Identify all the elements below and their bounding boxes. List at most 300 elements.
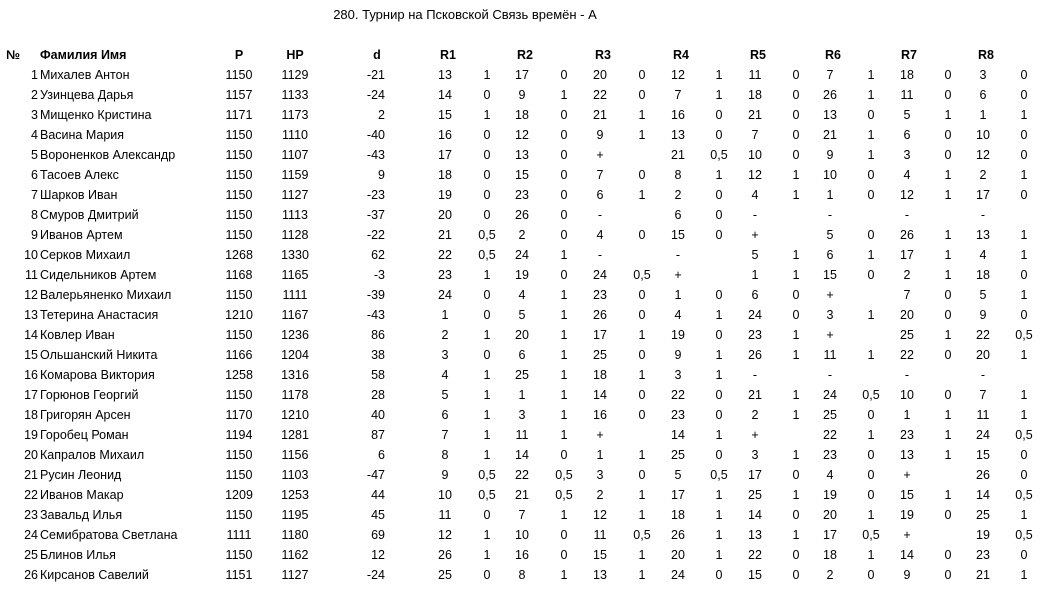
round-1-opponent: 10 xyxy=(438,488,452,502)
round-7-score xyxy=(934,205,962,225)
round-5-opponent: 25 xyxy=(748,488,762,502)
table-row xyxy=(0,525,1060,545)
round-1-opponent: 8 xyxy=(441,448,449,462)
round-5-opponent: 12 xyxy=(748,168,762,182)
round-4-score: 1 xyxy=(715,508,723,522)
round-4-opponent: 4 xyxy=(674,308,682,322)
rating-delta: 45 xyxy=(371,508,385,522)
round-3-score: 0 xyxy=(638,168,646,182)
player-name: Григорян Арсен xyxy=(40,408,131,422)
rating-delta: -47 xyxy=(366,468,385,482)
rating-p: 1150 xyxy=(225,508,253,522)
round-7-opponent: 25 xyxy=(900,328,914,342)
round-6-opponent: 4 xyxy=(826,468,834,482)
round-4-score: 1 xyxy=(715,68,723,82)
header-p: P xyxy=(234,48,244,62)
round-7-score: 1 xyxy=(944,188,952,202)
round-6-score: 0,5 xyxy=(862,528,880,542)
round-5-score: 0 xyxy=(792,88,800,102)
round-1-opponent: 17 xyxy=(438,148,452,162)
round-6-opponent: 6 xyxy=(826,248,834,262)
player-number: 11 xyxy=(25,268,38,282)
round-5-opponent: - xyxy=(752,368,758,382)
round-4-score xyxy=(705,265,733,285)
round-3-score: 1 xyxy=(638,448,646,462)
table-row xyxy=(0,65,1060,85)
player-number: 22 xyxy=(24,488,38,502)
rating-p: 1150 xyxy=(225,168,253,182)
round-4-score: 1 xyxy=(715,168,723,182)
round-2-score: 0 xyxy=(560,128,568,142)
round-2-score: 1 xyxy=(560,328,568,342)
round-8-score: 1 xyxy=(1020,568,1028,582)
round-5-score: 1 xyxy=(792,408,800,422)
round-6-score: 0 xyxy=(867,188,875,202)
rating-hp: 1133 xyxy=(281,88,309,102)
round-2-opponent: 4 xyxy=(518,288,526,302)
round-2-opponent: 3 xyxy=(518,408,526,422)
player-number: 6 xyxy=(31,168,38,182)
player-number: 24 xyxy=(24,528,38,542)
round-3-score: 1 xyxy=(638,508,646,522)
player-name: Иванов Артем xyxy=(40,228,123,242)
round-8-opponent: 19 xyxy=(976,528,990,542)
round-4-opponent: 8 xyxy=(674,168,682,182)
round-2-opponent: 20 xyxy=(515,328,529,342)
player-name: Горюнов Георгий xyxy=(40,388,139,402)
round-6-opponent: - xyxy=(827,208,833,222)
round-3-opponent: 25 xyxy=(593,348,607,362)
round-6-opponent: 2 xyxy=(826,568,834,582)
round-8-opponent: 26 xyxy=(976,468,990,482)
round-6-opponent: 7 xyxy=(826,68,834,82)
round-1-score: 0,5 xyxy=(478,248,496,262)
round-3-opponent: 6 xyxy=(596,188,604,202)
round-5-opponent: 17 xyxy=(748,468,762,482)
round-6-score: 1 xyxy=(867,548,875,562)
table-row xyxy=(0,305,1060,325)
player-name: Ольшанский Никита xyxy=(40,348,158,362)
round-4-opponent: 23 xyxy=(671,408,685,422)
round-5-opponent: 21 xyxy=(748,388,762,402)
round-6-opponent: 11 xyxy=(823,348,837,362)
round-1-score: 0 xyxy=(483,148,491,162)
player-number: 20 xyxy=(24,448,38,462)
player-name: Серков Михаил xyxy=(40,248,131,262)
round-6-score: 0 xyxy=(867,448,875,462)
round-8-score: 1 xyxy=(1020,288,1028,302)
rating-delta: 87 xyxy=(371,428,385,442)
round-1-score: 0,5 xyxy=(478,468,496,482)
round-8-score: 0 xyxy=(1020,308,1028,322)
round-8-score: 0,5 xyxy=(1015,428,1033,442)
round-6-score: 1 xyxy=(867,508,875,522)
rating-p: 1150 xyxy=(225,328,253,342)
round-4-score: 0 xyxy=(715,408,723,422)
round-2-opponent: 6 xyxy=(518,348,526,362)
round-7-score: 1 xyxy=(944,488,952,502)
round-1-opponent: 16 xyxy=(438,128,452,142)
round-2-score: 1 xyxy=(560,428,568,442)
round-8-score: 1 xyxy=(1020,388,1028,402)
round-2-score: 1 xyxy=(560,248,568,262)
round-3-opponent: 16 xyxy=(593,408,607,422)
round-7-opponent: 3 xyxy=(903,148,911,162)
round-4-opponent: 13 xyxy=(671,128,685,142)
rating-delta: 6 xyxy=(378,448,385,462)
rating-p: 1150 xyxy=(225,388,253,402)
rating-hp: 1129 xyxy=(281,68,309,82)
round-2-score: 0 xyxy=(560,68,568,82)
round-4-score: 0 xyxy=(715,328,723,342)
round-1-score: 1 xyxy=(483,68,491,82)
rating-p: 1151 xyxy=(225,568,253,582)
round-4-opponent: 6 xyxy=(674,208,682,222)
rating-delta: 38 xyxy=(371,348,385,362)
rating-p: 1210 xyxy=(225,308,253,322)
round-6-score: 1 xyxy=(867,248,875,262)
round-7-opponent: 13 xyxy=(900,448,914,462)
player-name: Русин Леонид xyxy=(40,468,122,482)
rating-hp: 1107 xyxy=(281,148,309,162)
rating-p: 1150 xyxy=(225,448,253,462)
rating-hp: 1156 xyxy=(281,448,309,462)
rating-p: 1150 xyxy=(225,548,253,562)
round-3-opponent: 20 xyxy=(593,68,607,82)
rating-p: 1150 xyxy=(225,468,253,482)
round-2-score: 0,5 xyxy=(555,488,573,502)
round-2-opponent: 7 xyxy=(518,508,526,522)
round-2-opponent: 15 xyxy=(515,168,529,182)
round-4-score: 1 xyxy=(715,88,723,102)
rating-delta: -39 xyxy=(366,288,385,302)
round-2-score: 1 xyxy=(560,308,568,322)
table-row xyxy=(0,325,1060,345)
round-4-score: 0 xyxy=(715,228,723,242)
round-7-opponent: - xyxy=(904,208,910,222)
round-1-score: 1 xyxy=(483,368,491,382)
round-7-score: 1 xyxy=(944,228,952,242)
round-6-score: 0 xyxy=(867,108,875,122)
player-name: Кирсанов Савелий xyxy=(40,568,149,582)
rating-hp: 1195 xyxy=(281,508,309,522)
round-2-opponent: 10 xyxy=(515,528,529,542)
round-8-opponent: 2 xyxy=(979,168,987,182)
rating-p: 1150 xyxy=(225,68,253,82)
round-1-score: 0 xyxy=(483,128,491,142)
player-name: Валерьяненко Михаил xyxy=(40,288,172,302)
player-number: 7 xyxy=(31,188,38,202)
round-2-opponent: 1 xyxy=(518,388,526,402)
round-5-opponent: 14 xyxy=(748,508,762,522)
round-3-score: 0 xyxy=(638,388,646,402)
round-1-opponent: 5 xyxy=(441,388,449,402)
round-7-opponent: 11 xyxy=(900,88,914,102)
rating-delta: -43 xyxy=(366,308,385,322)
round-8-opponent: 6 xyxy=(979,88,987,102)
rating-hp: 1281 xyxy=(281,428,309,442)
table-row xyxy=(0,445,1060,465)
round-7-score: 0 xyxy=(944,88,952,102)
round-8-score: 0 xyxy=(1020,268,1028,282)
table-row xyxy=(0,85,1060,105)
rating-delta: 12 xyxy=(371,548,385,562)
round-4-opponent: 22 xyxy=(671,388,685,402)
round-6-score xyxy=(857,205,885,225)
header-d: d xyxy=(373,48,381,62)
round-8-opponent: 24 xyxy=(976,428,990,442)
round-2-score: 0 xyxy=(560,528,568,542)
rating-p: 1194 xyxy=(225,428,253,442)
round-2-score: 1 xyxy=(560,508,568,522)
round-6-opponent: 13 xyxy=(823,108,837,122)
round-2-opponent: 26 xyxy=(515,208,529,222)
round-6-opponent: 22 xyxy=(823,428,837,442)
rating-delta: -23 xyxy=(366,188,385,202)
round-2-score: 0 xyxy=(560,108,568,122)
rating-hp: 1330 xyxy=(281,248,309,262)
round-1-score: 0 xyxy=(483,568,491,582)
round-7-score: 0 xyxy=(944,388,952,402)
round-2-score: 1 xyxy=(560,348,568,362)
round-8-opponent: 13 xyxy=(976,228,990,242)
round-7-score: 0 xyxy=(944,308,952,322)
round-3-opponent: 14 xyxy=(593,388,607,402)
round-6-opponent: 25 xyxy=(823,408,837,422)
round-7-score: 1 xyxy=(944,328,952,342)
round-7-opponent: 2 xyxy=(903,268,911,282)
round-5-score: 0 xyxy=(792,108,800,122)
round-5-opponent: 26 xyxy=(748,348,762,362)
round-3-opponent: 15 xyxy=(593,548,607,562)
round-5-score: 1 xyxy=(792,528,800,542)
round-4-score: 0 xyxy=(715,288,723,302)
round-3-opponent: 13 xyxy=(593,568,607,582)
rating-delta: 28 xyxy=(371,388,385,402)
round-7-opponent: 23 xyxy=(900,428,914,442)
table-row xyxy=(0,385,1060,405)
round-4-opponent: 17 xyxy=(671,488,685,502)
round-1-score: 0 xyxy=(483,168,491,182)
round-5-opponent: 4 xyxy=(751,188,759,202)
round-1-opponent: 4 xyxy=(441,368,449,382)
player-number: 26 xyxy=(24,568,38,582)
round-5-opponent: 21 xyxy=(748,108,762,122)
round-3-score xyxy=(628,245,656,265)
round-5-score: 0 xyxy=(792,508,800,522)
round-8-opponent: 12 xyxy=(976,148,990,162)
round-6-score: 0 xyxy=(867,488,875,502)
rating-p: 1157 xyxy=(225,88,253,102)
round-4-score: 1 xyxy=(715,308,723,322)
rating-p: 1150 xyxy=(225,288,253,302)
round-4-score: 1 xyxy=(715,548,723,562)
round-7-opponent: - xyxy=(904,368,910,382)
round-4-score xyxy=(705,245,733,265)
rating-p: 1168 xyxy=(225,268,253,282)
player-name: Узинцева Дарья xyxy=(40,88,134,102)
player-name: Блинов Илья xyxy=(40,548,116,562)
player-number: 25 xyxy=(24,548,38,562)
rating-p: 1171 xyxy=(225,108,253,122)
round-8-score: 0 xyxy=(1020,148,1028,162)
round-3-score: 1 xyxy=(638,128,646,142)
round-5-score: 0 xyxy=(792,308,800,322)
round-6-opponent: 5 xyxy=(826,228,834,242)
round-6-opponent: 23 xyxy=(823,448,837,462)
table-row xyxy=(0,345,1060,365)
rating-hp: 1162 xyxy=(281,548,309,562)
round-4-score: 0 xyxy=(715,568,723,582)
round-5-score: 0 xyxy=(792,568,800,582)
rating-delta: 86 xyxy=(371,328,385,342)
table-row xyxy=(0,405,1060,425)
round-2-opponent: 19 xyxy=(515,268,529,282)
round-5-score: 1 xyxy=(792,268,800,282)
header-r7: R7 xyxy=(901,48,917,62)
round-6-opponent: 26 xyxy=(823,88,837,102)
round-2-score: 0 xyxy=(560,228,568,242)
rating-p: 1111 xyxy=(226,528,252,542)
round-5-opponent: 5 xyxy=(751,248,759,262)
round-3-score xyxy=(628,425,656,445)
round-1-opponent: 12 xyxy=(438,528,452,542)
round-8-opponent: 10 xyxy=(976,128,990,142)
round-1-opponent: 6 xyxy=(441,408,449,422)
round-3-score: 0 xyxy=(638,408,646,422)
round-4-opponent: 19 xyxy=(671,328,685,342)
round-4-opponent: - xyxy=(675,248,681,262)
round-3-score: 0,5 xyxy=(633,528,651,542)
round-3-opponent: 12 xyxy=(593,508,607,522)
rating-delta: -24 xyxy=(366,568,385,582)
round-3-opponent: 23 xyxy=(593,288,607,302)
player-number: 13 xyxy=(24,308,38,322)
player-name: Ковлер Иван xyxy=(40,328,115,342)
player-name: Капралов Михаил xyxy=(40,448,145,462)
round-7-score: 0 xyxy=(944,128,952,142)
round-5-opponent: - xyxy=(752,208,758,222)
table-row xyxy=(0,485,1060,505)
round-8-score: 0,5 xyxy=(1015,528,1033,542)
round-1-opponent: 1 xyxy=(441,308,449,322)
round-3-opponent: 9 xyxy=(596,128,604,142)
round-4-opponent: 9 xyxy=(674,348,682,362)
round-7-score: 0 xyxy=(944,508,952,522)
round-6-score: 0 xyxy=(867,228,875,242)
round-3-opponent: 7 xyxy=(596,168,604,182)
round-3-score: 1 xyxy=(638,548,646,562)
round-5-score xyxy=(782,425,810,445)
round-3-opponent: 24 xyxy=(593,268,607,282)
round-6-score: 1 xyxy=(867,428,875,442)
header-row xyxy=(0,45,1060,65)
round-5-score xyxy=(782,365,810,385)
round-1-opponent: 26 xyxy=(438,548,452,562)
rating-delta: 69 xyxy=(371,528,385,542)
table-row xyxy=(0,465,1060,485)
player-name: Тасоев Алекс xyxy=(40,168,119,182)
player-number: 19 xyxy=(24,428,38,442)
round-8-score: 0 xyxy=(1020,188,1028,202)
round-1-score: 0 xyxy=(483,188,491,202)
round-1-score: 1 xyxy=(483,428,491,442)
round-5-score: 0 xyxy=(792,128,800,142)
player-number: 9 xyxy=(31,228,38,242)
table-row xyxy=(0,365,1060,385)
round-1-opponent: 24 xyxy=(438,288,452,302)
rating-hp: 1210 xyxy=(281,408,309,422)
round-4-score: 0 xyxy=(715,448,723,462)
round-3-opponent: - xyxy=(597,248,603,262)
table-row xyxy=(0,185,1060,205)
round-7-score: 1 xyxy=(944,248,952,262)
header-r5: R5 xyxy=(750,48,766,62)
table-row xyxy=(0,425,1060,445)
round-3-opponent: 3 xyxy=(596,468,604,482)
header-r2: R2 xyxy=(517,48,533,62)
round-3-score xyxy=(628,205,656,225)
round-1-score: 0 xyxy=(483,88,491,102)
player-number: 21 xyxy=(24,468,38,482)
round-8-score: 1 xyxy=(1020,108,1028,122)
round-4-score: 0 xyxy=(715,208,723,222)
rating-hp: 1128 xyxy=(281,228,309,242)
round-2-opponent: 8 xyxy=(518,568,526,582)
round-7-opponent: 7 xyxy=(903,288,911,302)
round-3-opponent: 18 xyxy=(593,368,607,382)
rating-delta: -40 xyxy=(366,128,385,142)
round-6-score xyxy=(857,365,885,385)
player-name: Тетерина Анастасия xyxy=(40,308,159,322)
round-6-opponent: 19 xyxy=(823,488,837,502)
round-1-opponent: 15 xyxy=(438,108,452,122)
round-1-opponent: 20 xyxy=(438,208,452,222)
round-4-opponent: 20 xyxy=(671,548,685,562)
round-8-opponent: 3 xyxy=(979,68,987,82)
player-name: Смуров Дмитрий xyxy=(40,208,139,222)
player-name: Шарков Иван xyxy=(40,188,118,202)
rating-delta: 62 xyxy=(371,248,385,262)
round-7-score xyxy=(934,525,962,545)
round-4-opponent: 3 xyxy=(674,368,682,382)
round-8-score: 0 xyxy=(1020,468,1028,482)
player-name: Сидельников Артем xyxy=(40,268,157,282)
round-5-score: 1 xyxy=(792,188,800,202)
rating-hp: 1127 xyxy=(281,568,309,582)
round-7-opponent: 20 xyxy=(900,308,914,322)
rating-p: 1268 xyxy=(225,248,253,262)
round-4-opponent: 21 xyxy=(671,148,685,162)
round-6-score: 0,5 xyxy=(862,388,880,402)
round-1-opponent: 22 xyxy=(438,248,452,262)
round-6-opponent: 18 xyxy=(823,548,837,562)
round-4-score: 0,5 xyxy=(710,468,728,482)
round-1-opponent: 18 xyxy=(438,168,452,182)
player-name: Мищенко Кристина xyxy=(40,108,152,122)
round-7-opponent: + xyxy=(903,468,911,482)
round-7-score xyxy=(934,365,962,385)
round-3-opponent: - xyxy=(597,208,603,222)
round-8-opponent: 14 xyxy=(976,488,990,502)
round-5-score: 1 xyxy=(792,388,800,402)
round-3-score xyxy=(628,145,656,165)
table-row xyxy=(0,225,1060,245)
table-row xyxy=(0,165,1060,185)
round-1-score: 1 xyxy=(483,328,491,342)
rating-delta: 9 xyxy=(378,168,385,182)
table-row xyxy=(0,105,1060,125)
